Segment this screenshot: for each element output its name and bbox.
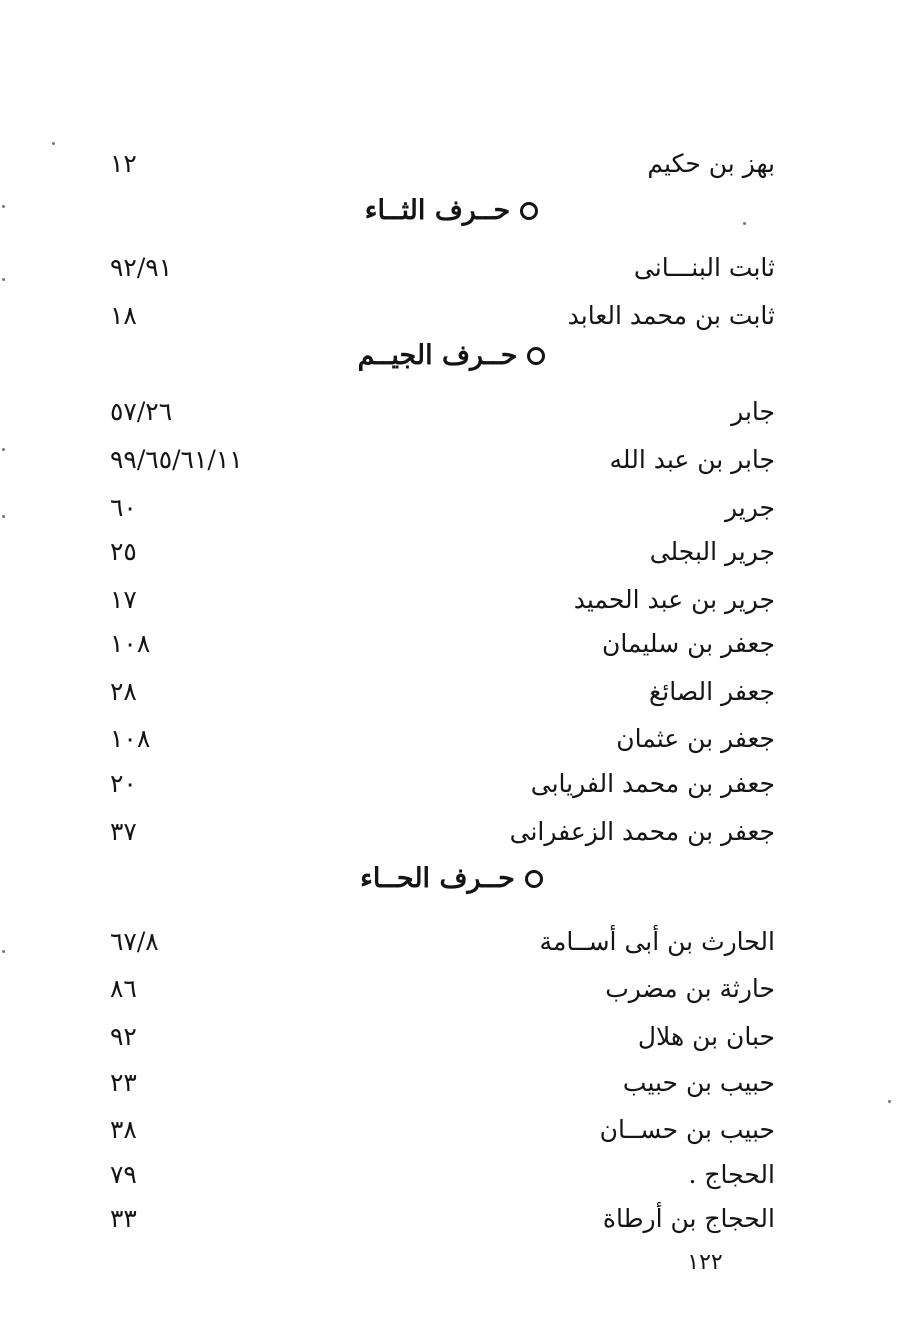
index-entry <box>0 246 903 290</box>
index-entry <box>0 530 903 574</box>
section-heading-ha <box>0 854 903 904</box>
section-heading-jim <box>0 331 903 381</box>
entry-name: حبيب بن حبيب <box>622 1068 775 1097</box>
index-entry <box>0 486 903 530</box>
entry-pages: ٥٧/٢٦ <box>110 397 173 426</box>
scan-speck <box>743 222 746 225</box>
index-entry <box>0 967 903 1011</box>
entry-name: جابر <box>731 397 775 426</box>
entry-name: جرير البجلى <box>649 537 775 566</box>
entry-name: جعفر بن سليمان <box>601 629 775 658</box>
entry-name: الحارث بن أبى أســامة <box>539 927 775 956</box>
index-entry <box>0 1061 903 1105</box>
index-entry <box>0 438 903 482</box>
entry-pages: ٩٢/٩١ <box>110 253 173 282</box>
scan-speck <box>52 142 55 145</box>
section-heading-text: حــرف الثــاء <box>364 195 511 226</box>
scan-speck <box>888 1100 891 1103</box>
index-entry <box>0 810 903 854</box>
entry-pages: ٣٧ <box>110 817 137 846</box>
index-entry <box>0 1197 903 1241</box>
entry-name: جعفر الصائغ <box>648 677 775 706</box>
section-heading-text: حــرف الجيــم <box>357 340 518 371</box>
index-entry <box>0 578 903 622</box>
section-heading-tha <box>0 186 903 236</box>
entry-pages: ٢٣ <box>110 1068 137 1097</box>
entry-name: جعفر بن محمد الزعفرانى <box>509 817 775 846</box>
section-heading-text: حــرف الحــاء <box>360 863 515 894</box>
entry-pages: ٦٠ <box>110 493 137 522</box>
circle-bullet-icon <box>520 202 538 220</box>
entry-name: حارثة بن مضرب <box>605 974 775 1003</box>
scan-speck <box>2 950 5 953</box>
scan-speck <box>2 205 5 208</box>
page-number: ١٢٢ <box>687 1250 723 1275</box>
circle-bullet-icon <box>525 870 543 888</box>
entry-pages: ١٨ <box>110 301 137 330</box>
entry-pages: ٢٠ <box>110 769 137 798</box>
entry-pages: ٣٨ <box>110 1115 137 1144</box>
scan-speck <box>2 515 5 518</box>
entry-name: الحجاج بن أرطاة <box>602 1204 775 1233</box>
entry-pages: ٩٩/٦٥/٦١/١١ <box>110 445 243 474</box>
index-entry <box>0 1015 903 1059</box>
entry-name: الحجاج . <box>688 1160 775 1189</box>
index-entry <box>0 670 903 714</box>
index-entry <box>0 717 903 761</box>
entry-name: جرير بن عبد الحميد <box>573 585 775 614</box>
entry-pages: ١٠٨ <box>110 724 151 753</box>
index-entry <box>0 762 903 806</box>
entry-name: جعفر بن عثمان <box>616 724 775 753</box>
entry-pages: ١٧ <box>110 585 137 614</box>
entry-name: بهز بن حكيم <box>647 149 775 178</box>
circle-bullet-icon <box>527 347 545 365</box>
entry-name: جرير <box>725 493 775 522</box>
index-entry <box>0 390 903 434</box>
index-entry <box>0 1153 903 1197</box>
index-entry <box>0 920 903 964</box>
index-entry <box>0 142 903 186</box>
index-entry <box>0 1108 903 1152</box>
entry-name: حبان بن هلال <box>637 1022 775 1051</box>
entry-name: جابر بن عبد الله <box>609 445 775 474</box>
entry-pages: ٢٥ <box>110 537 137 566</box>
index-entry <box>0 622 903 666</box>
entry-pages: ٩٢ <box>110 1022 137 1051</box>
entry-pages: ١٠٨ <box>110 629 151 658</box>
entry-pages: ٧٩ <box>110 1160 137 1189</box>
entry-pages: ٢٨ <box>110 677 137 706</box>
entry-pages: ٣٣ <box>110 1204 137 1233</box>
entry-pages: ١٢ <box>110 149 137 178</box>
entry-name: ثابت البنـــانى <box>633 253 775 282</box>
scan-speck <box>2 278 5 281</box>
entry-name: حبيب بن حســان <box>599 1115 775 1144</box>
entry-pages: ٦٧/٨ <box>110 927 159 956</box>
entry-name: جعفر بن محمد الفريابى <box>530 769 775 798</box>
entry-name: ثابت بن محمد العابد <box>567 301 775 330</box>
entry-pages: ٨٦ <box>110 974 137 1003</box>
scan-speck <box>2 448 5 451</box>
